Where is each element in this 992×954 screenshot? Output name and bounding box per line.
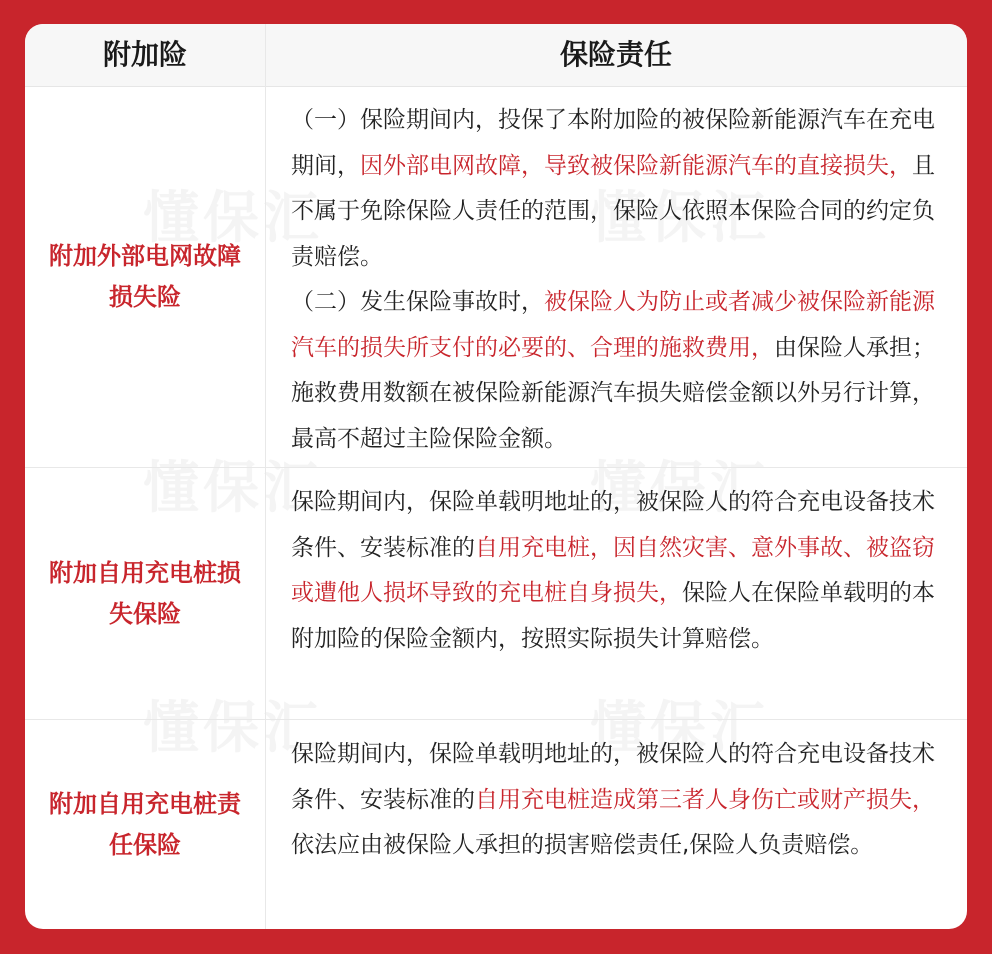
highlighted-text: 自用充电桩，因自然灾害、意外事故、被盗窃或遭他人损坏导致的充电桩自身损失， xyxy=(291,534,935,606)
table-header xyxy=(25,24,967,87)
table-row xyxy=(25,467,967,720)
liability-description xyxy=(291,480,955,662)
table-row xyxy=(25,719,967,929)
insurance-table-card xyxy=(25,24,967,929)
highlighted-text: 自用充电桩造成第三者人身伤亡或财产损失， xyxy=(475,786,935,813)
description-text: 保险期间内，保险单载明地址的，被保险人的符合充电设备技术条件、安装标准的 xyxy=(291,741,935,813)
header-rider-column: 附加险 xyxy=(102,38,187,71)
table-row xyxy=(25,87,967,467)
description-text: 保险期间内，保险单载明地址的，被保险人的符合充电设备技术条件、安装标准的 xyxy=(291,489,935,561)
rider-name-cell xyxy=(25,87,265,467)
description-text: 保险人在保险单载明的本附加险的保险金额内，按照实际损失计算赔偿。 xyxy=(291,580,935,652)
liability-description xyxy=(291,732,955,869)
highlighted-text: 因外部电网故障，导致被保险新能源汽车的直接损失， xyxy=(360,152,912,179)
header-liability-column: 保险责任 xyxy=(559,38,672,71)
description-text: 依法应由被保险人承担的损害赔偿责任,保险人负责赔偿。 xyxy=(291,832,874,858)
liability-description xyxy=(291,98,955,462)
description-text: 由保险人承担；施救费用数额在被保险新能源汽车损失赔偿金额以外另行计算，最高不超过主险保险金额。 xyxy=(291,334,935,452)
rider-name-cell xyxy=(25,468,265,720)
rider-name: 附加自用充电桩责任保险 xyxy=(49,790,241,859)
description-text: （二）发生保险事故时， xyxy=(291,289,544,315)
description-text: 且不属于免除保险人责任的范围，保险人依照本保险合同的约定负责赔偿。 xyxy=(291,152,935,270)
description-text: （一）保险期间内，投保了本附加险的被保险新能源汽车在充电期间， xyxy=(291,107,935,179)
highlighted-text: 被保险人为防止或者减少被保险新能源汽车的损失所支付的必要的、合理的施救费用， xyxy=(291,289,935,361)
rider-name-cell xyxy=(25,720,265,929)
rider-name: 附加外部电网故障损失险 xyxy=(49,242,241,311)
rider-name: 附加自用充电桩损失保险 xyxy=(49,559,241,628)
